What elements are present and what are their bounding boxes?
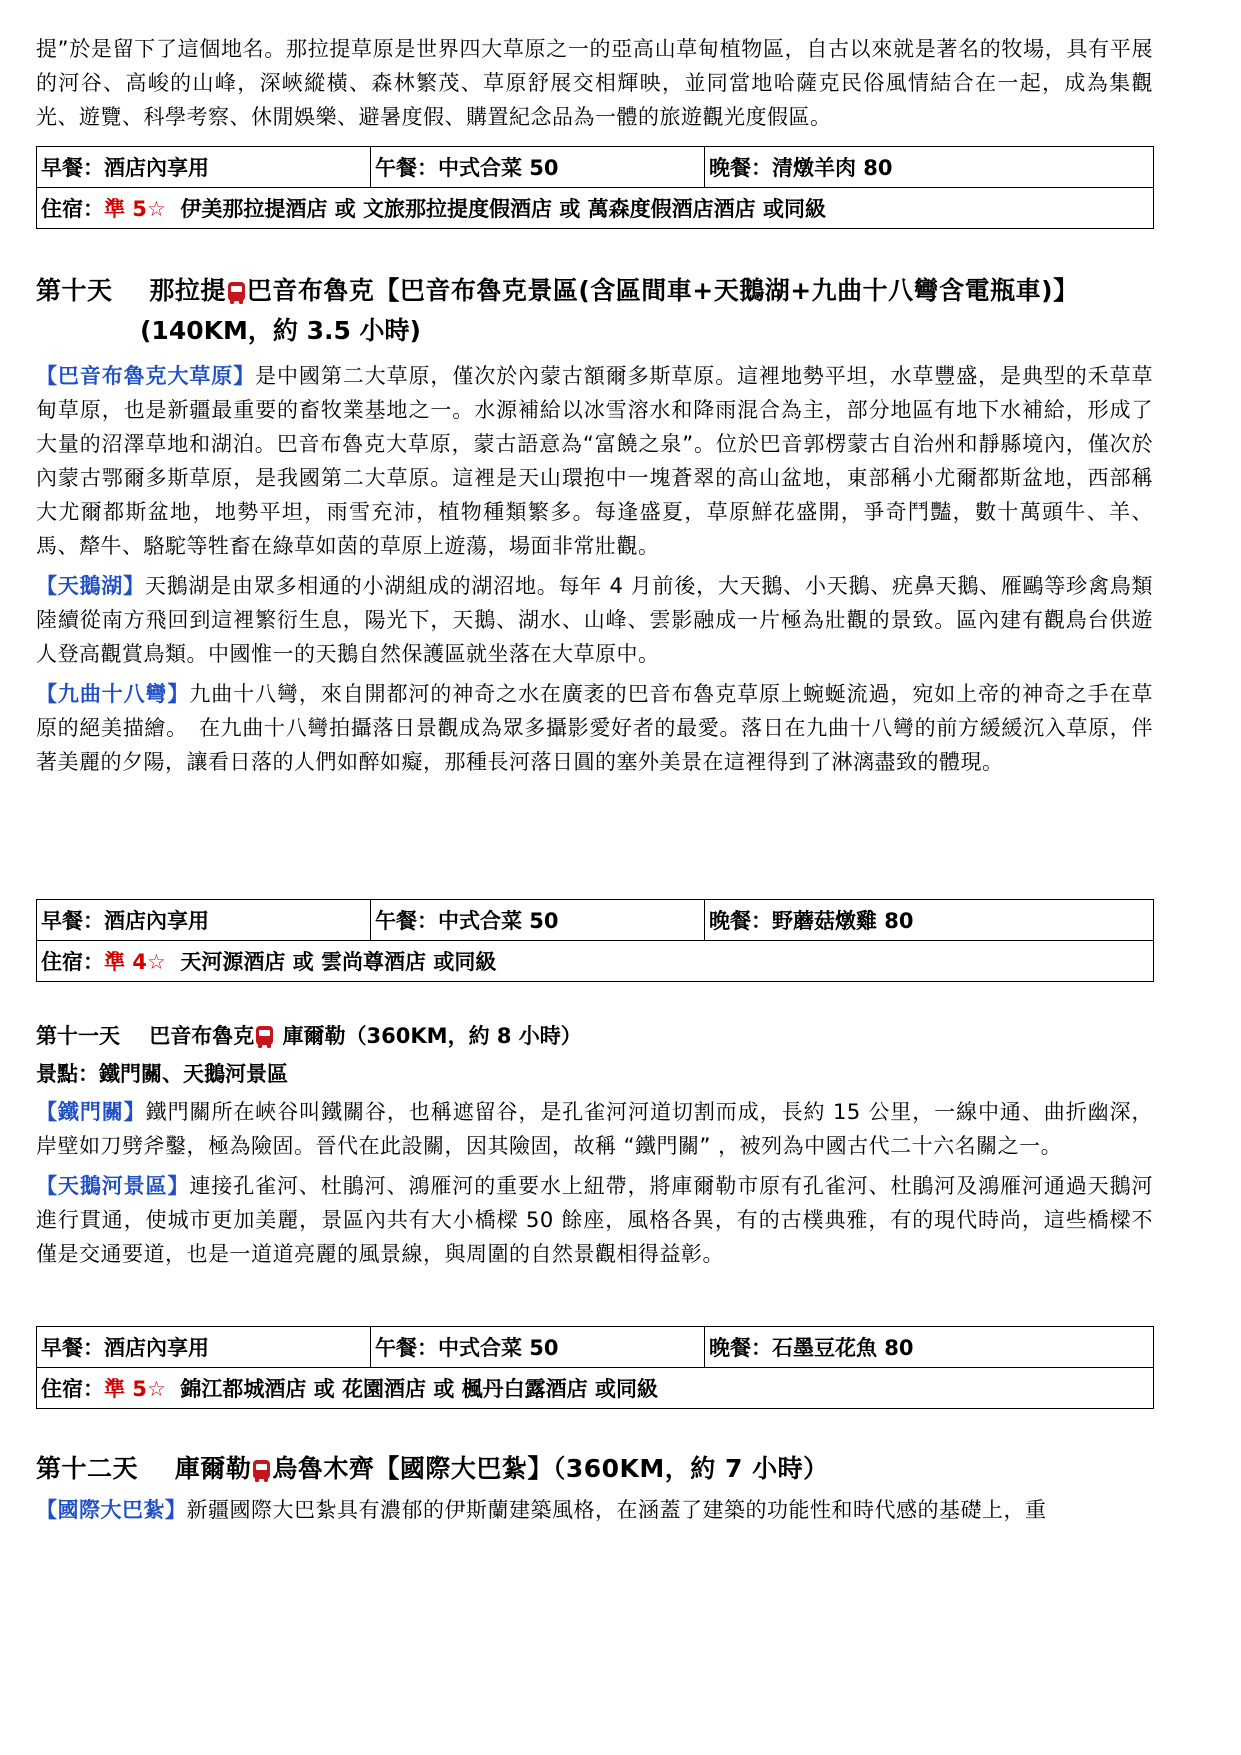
star-icon: ☆ bbox=[146, 1377, 166, 1401]
day10-section bbox=[36, 271, 1206, 351]
day12-section bbox=[36, 1449, 1206, 1527]
day11-day: 第十一天 bbox=[36, 1024, 120, 1048]
lunch-cell: 午餐：中式合菜 50 bbox=[371, 147, 705, 188]
day10-para-nine-bends bbox=[36, 677, 1153, 779]
hotel-cell bbox=[37, 1368, 1154, 1409]
day10-body bbox=[36, 359, 1153, 779]
section-tag: 【九曲十八彎】 bbox=[36, 682, 190, 706]
bus-icon bbox=[256, 1026, 273, 1045]
day12-title bbox=[36, 1449, 1206, 1489]
section-tag: 【天鵝湖】 bbox=[36, 574, 145, 598]
hotel-label: 住宿： bbox=[41, 1377, 104, 1401]
hotel-cell bbox=[37, 188, 1154, 229]
day10-subtitle: (140KM，約 3.5 小時) bbox=[140, 316, 421, 345]
day12-title-rest: 烏魯木齊【國際大巴紮】（360KM，約 7 小時） bbox=[272, 1454, 829, 1483]
hotel-grade: 準 5 bbox=[104, 1377, 147, 1401]
day10-day: 第十天 bbox=[36, 276, 113, 305]
section-text: 連接孔雀河、杜鵑河、鴻雁河的重要水上紐帶，將庫爾勒市原有孔雀河、杜鵑河及鴻雁河通過天鵝河進行貫通，使城市更加美麗，景區內共有大小橋樑 50 餘座，風格各異，有的古樸典雅，有的現代時尚，這些橋樑不僅是交通要道，也是一道道亮麗的風景線，與周圍的自然景觀相得益彰。 bbox=[36, 1174, 1154, 1266]
day12-from: 庫爾勒 bbox=[174, 1454, 252, 1483]
meal-table-day10 bbox=[36, 899, 1154, 982]
dinner-cell: 晚餐：清燉羊肉 80 bbox=[705, 147, 1154, 188]
section-tag: 【巴音布魯克大草原】 bbox=[36, 364, 256, 388]
day11-title-rest: 庫爾勒（360KM，約 8 小時） bbox=[282, 1024, 582, 1048]
section-text: 是中國第二大草原，僅次於內蒙古額爾多斯草原。這裡地勢平坦，水草豐盛，是典型的禾草草甸草原，也是新疆最重要的畜牧業基地之一。水源補給以冰雪溶水和降雨混合為主，部分地區有地下水補給，形成了大量的沼澤草地和湖泊。巴音布魯克大草原，蒙古語意為“富饒之泉”。位於巴音郭楞蒙古自治州和靜縣境內，僅次於內蒙古鄂爾多斯草原，是我國第二大草原。這裡是天山環抱中一塊蒼翠的高山盆地，東部稱小尤爾都斯盆地，西部稱大尤爾都斯盆地，地勢平坦，雨雪充沛，植物種類繁多。每逢盛夏，草原鮮花盛開，爭奇鬥豔，數十萬頭牛、羊、馬、犛牛、駱駝等牲畜在綠草如茵的草原上遊蕩，場面非常壯觀。 bbox=[36, 364, 1154, 558]
day11-title bbox=[36, 1019, 1153, 1053]
day10-title-rest: 巴音布魯克【巴音布魯克景區(含區間車+天鵝湖+九曲十八彎含電瓶車)】 bbox=[246, 276, 1079, 305]
breakfast-cell: 早餐：酒店內享用 bbox=[37, 900, 371, 941]
hotel-names: 伊美那拉提酒店 或 文旅那拉提度假酒店 或 萬森度假酒店酒店 或同級 bbox=[180, 197, 826, 221]
dinner-cell: 晚餐：野蘑菇燉雞 80 bbox=[705, 900, 1154, 941]
day10-para-swan-lake bbox=[36, 569, 1153, 671]
section-text: 天鵝湖是由眾多相通的小湖組成的湖沼地。每年 4 月前後，大天鵝、小天鵝、疣鼻天鵝、雁鷗等珍禽鳥類陸續從南方飛回到這裡繁衍生息，陽光下，天鵝、湖水、山峰、雲影融成一片極為壯觀的景致。區內建有觀鳥台供遊人登高觀賞鳥類。中國惟一的天鵝自然保護區就坐落在大草原中。 bbox=[36, 574, 1153, 666]
day11-section bbox=[36, 1019, 1153, 1271]
breakfast-cell: 早餐：酒店內享用 bbox=[37, 147, 371, 188]
day11-para-iron-gate bbox=[36, 1095, 1153, 1163]
hotel-label: 住宿： bbox=[41, 197, 104, 221]
day12-day: 第十二天 bbox=[36, 1454, 139, 1483]
day10-from: 那拉提 bbox=[149, 276, 226, 305]
star-icon: ☆ bbox=[146, 197, 166, 221]
star-icon: ☆ bbox=[146, 950, 166, 974]
meal-table-day11 bbox=[36, 1326, 1154, 1409]
hotel-cell bbox=[37, 941, 1154, 982]
section-text: 鐵門關所在峽谷叫鐵關谷，也稱遮留谷，是孔雀河河道切割而成，長約 15 公里，一線中通、曲折幽深，岸壁如刀劈斧鑿，極為險固。晉代在此設關，因其險固，故稱 “鐵門關” ，被列為中國古代二十六名關之一。 bbox=[36, 1100, 1154, 1158]
lunch-cell: 午餐：中式合菜 50 bbox=[371, 1327, 705, 1368]
day10-para-grassland bbox=[36, 359, 1153, 563]
day11-para-swan-river bbox=[36, 1169, 1153, 1271]
bus-icon bbox=[228, 282, 245, 301]
meal-table-day9 bbox=[36, 146, 1154, 229]
day10-title bbox=[36, 271, 1206, 311]
section-text: 九曲十八彎，來自開都河的神奇之水在廣袤的巴音布魯克草原上蜿蜒流過，宛如上帝的神奇之手在草原的絕美描繪。 在九曲十八彎拍攝落日景觀成為眾多攝影愛好者的最愛。落日在九曲十八彎的前方緩緩沉入草原，伴著美麗的夕陽，讓看日落的人們如醉如癡，那種長河落日圓的塞外美景在這裡得到了淋漓盡致的體現。 bbox=[36, 682, 1154, 774]
hotel-label: 住宿： bbox=[41, 950, 104, 974]
day11-spots: 景點：鐵門關、天鵝河景區 bbox=[36, 1062, 288, 1086]
section-tag: 【天鵝河景區】 bbox=[36, 1174, 190, 1198]
section-tag: 【國際大巴紮】 bbox=[36, 1498, 187, 1522]
day12-para-bazaar bbox=[36, 1493, 1153, 1527]
hotel-names: 天河源酒店 或 雲尚尊酒店 或同級 bbox=[180, 950, 497, 974]
hotel-grade: 準 4 bbox=[104, 950, 147, 974]
bus-icon bbox=[253, 1460, 270, 1479]
dinner-cell: 晚餐：石墨豆花魚 80 bbox=[705, 1327, 1154, 1368]
section-tag: 【鐵門關】 bbox=[36, 1100, 146, 1124]
day11-from: 巴音布魯克 bbox=[149, 1024, 255, 1048]
lunch-cell: 午餐：中式合菜 50 bbox=[371, 900, 705, 941]
intro-paragraph: 提”於是留下了這個地名。那拉提草原是世界四大草原之一的亞高山草甸植物區，自古以來就是著名的牧場，具有平展的河谷、高峻的山峰，深峽縱橫、森林繁茂、草原舒展交相輝映，並同當地哈薩克民俗風情結合在一起，成為集觀光、遊覽、科學考察、休閒娛樂、避暑度假、購置紀念品為一體的旅遊觀光度假區。 bbox=[36, 37, 1153, 129]
section-text: 新疆國際大巴紮具有濃郁的伊斯蘭建築風格，在涵蓋了建築的功能性和時代感的基礎上，重 bbox=[186, 1498, 1047, 1522]
breakfast-cell: 早餐：酒店內享用 bbox=[37, 1327, 371, 1368]
hotel-grade: 準 5 bbox=[104, 197, 147, 221]
hotel-names: 錦江都城酒店 或 花園酒店 或 楓丹白露酒店 或同級 bbox=[180, 1377, 658, 1401]
